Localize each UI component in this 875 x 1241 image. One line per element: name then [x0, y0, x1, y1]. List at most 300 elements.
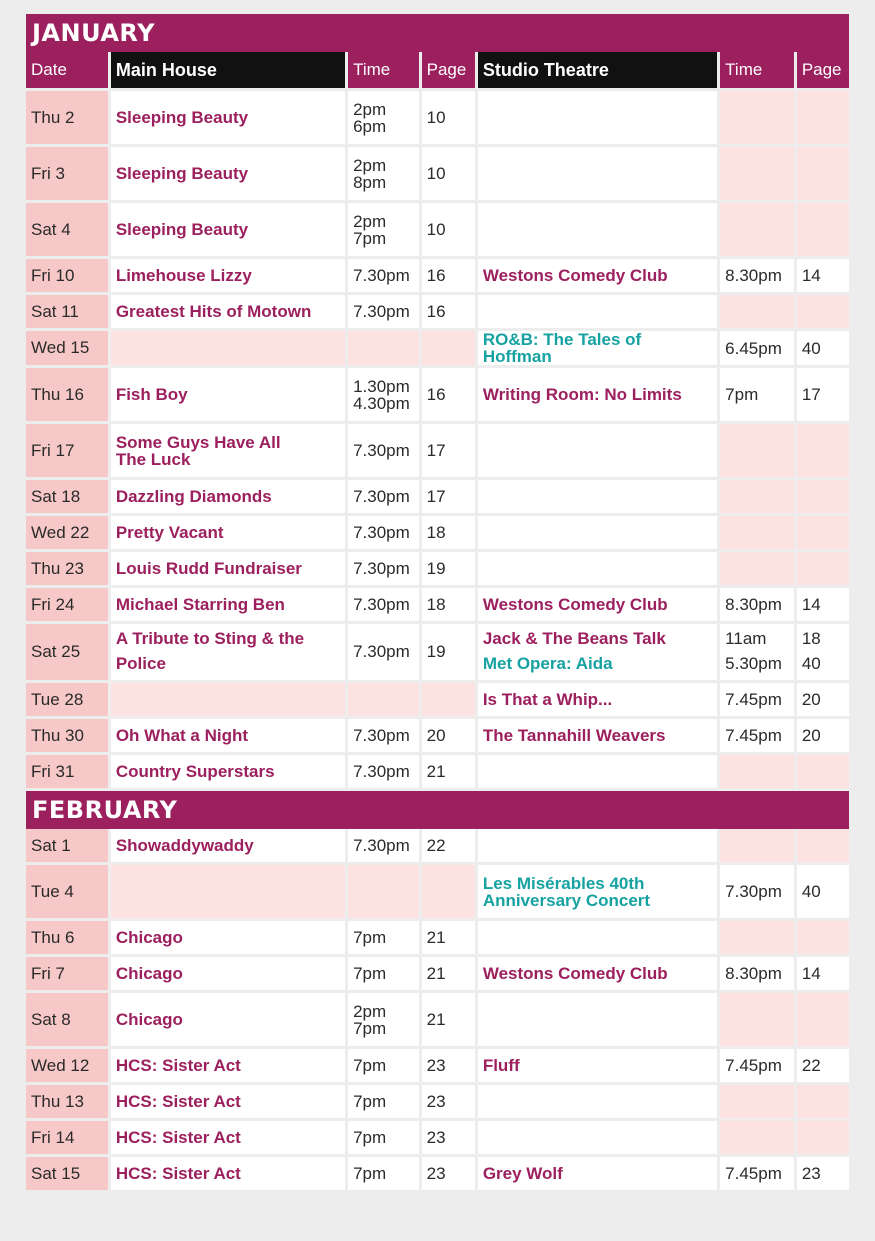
date-cell: Thu 23: [26, 552, 108, 585]
main-time-line: 7pm: [353, 1128, 387, 1147]
studio-time-line: 8.30pm: [725, 964, 782, 983]
main-house-show-line: Oh What a Night: [115, 726, 249, 745]
date-cell: Sat 25: [26, 624, 108, 680]
main-house-show-line: Chicago: [115, 928, 183, 947]
schedule-row: [26, 719, 849, 752]
studio-theatre-show: [478, 683, 717, 716]
main-time-line: 1.30pm: [353, 376, 410, 396]
main-page: [422, 957, 475, 990]
date-cell: Fri 24: [26, 588, 108, 621]
date-cell: Fri 17: [26, 424, 108, 477]
main-house-show: [111, 368, 345, 421]
studio-page: [797, 865, 849, 918]
main-time-line: 6pm: [353, 116, 387, 136]
main-page-line: 17: [426, 487, 446, 506]
main-page: [422, 368, 475, 421]
main-house-show-line: Chicago: [115, 964, 183, 983]
main-time-line: 7.30pm: [353, 762, 410, 781]
month-heading-january: JANUARY: [26, 14, 849, 52]
studio-page: [797, 147, 849, 200]
header-time: Time: [720, 52, 794, 88]
main-page: [422, 624, 475, 680]
date-cell: Sat 18: [26, 480, 108, 513]
studio-time: [720, 719, 794, 752]
main-page: [422, 480, 475, 513]
studio-page-line: 22: [801, 1056, 821, 1075]
studio-page: [797, 203, 849, 256]
studio-theatre-show: [478, 368, 717, 421]
studio-theatre-show-line: Met Opera: Aida: [482, 654, 613, 673]
studio-page: [797, 1049, 849, 1082]
studio-page: [797, 552, 849, 585]
schedule-row: [26, 829, 849, 862]
main-time: [348, 755, 419, 788]
main-page: [422, 552, 475, 585]
main-time-line: 7pm: [353, 228, 387, 248]
schedule-row: [26, 259, 849, 292]
studio-theatre-show-line: Westons Comedy Club: [482, 595, 668, 614]
studio-theatre-show-line: Les Misérables 40th: [482, 873, 645, 893]
studio-time: [720, 147, 794, 200]
main-house-show-line: Greatest Hits of Motown: [115, 302, 312, 321]
date-cell: Thu 13: [26, 1085, 108, 1118]
main-house-show: [111, 624, 345, 680]
main-house-show: [111, 331, 345, 365]
studio-time-line: 6.45pm: [725, 338, 782, 358]
studio-time-line: 7.45pm: [725, 1164, 782, 1183]
main-page: [422, 921, 475, 954]
main-page-line: 18: [426, 523, 446, 542]
studio-page-line: 14: [801, 964, 821, 983]
main-house-show: [111, 91, 345, 144]
schedule-row: [26, 516, 849, 549]
main-page: [422, 1157, 475, 1190]
main-time: [348, 1121, 419, 1154]
studio-theatre-show: [478, 865, 717, 918]
studio-theatre-show: [478, 1157, 717, 1190]
studio-page: [797, 1157, 849, 1190]
date-cell: Sat 1: [26, 829, 108, 862]
date-cell: Sat 4: [26, 203, 108, 256]
main-time: [348, 624, 419, 680]
studio-time-line: 7.45pm: [725, 1056, 782, 1075]
studio-time: [720, 331, 794, 365]
studio-time-line: 7.30pm: [725, 882, 782, 901]
studio-theatre-show: [478, 259, 717, 292]
main-house-show-line: Pretty Vacant: [115, 523, 224, 542]
studio-time: [720, 368, 794, 421]
header-time: Time: [348, 52, 419, 88]
main-time-line: 7pm: [353, 964, 387, 983]
february-table: [23, 826, 852, 1193]
date-cell: Tue 28: [26, 683, 108, 716]
studio-page: [797, 259, 849, 292]
main-house-show-line: Sleeping Beauty: [115, 164, 249, 183]
studio-theatre-show: [478, 295, 717, 328]
main-page: [422, 755, 475, 788]
date-cell: Sat 8: [26, 993, 108, 1046]
studio-time-line: 7.45pm: [725, 726, 782, 745]
studio-time: [720, 683, 794, 716]
main-page: [422, 91, 475, 144]
studio-time: [720, 1121, 794, 1154]
studio-page: [797, 1121, 849, 1154]
studio-theatre-show: [478, 993, 717, 1046]
schedule-row: [26, 1049, 849, 1082]
schedule-row: [26, 921, 849, 954]
main-page: [422, 1085, 475, 1118]
studio-theatre-show-line: Westons Comedy Club: [482, 266, 668, 285]
main-time: [348, 331, 419, 365]
main-page: [422, 865, 475, 918]
main-page-line: 18: [426, 595, 446, 614]
studio-time: [720, 516, 794, 549]
main-house-show: [111, 1085, 345, 1118]
schedule-row: [26, 424, 849, 477]
main-time-line: 7pm: [353, 928, 387, 947]
studio-page: [797, 921, 849, 954]
main-house-show-line: Fish Boy: [115, 385, 188, 404]
studio-theatre-show: [478, 516, 717, 549]
studio-theatre-show: [478, 480, 717, 513]
main-house-show: [111, 719, 345, 752]
date-cell: Wed 12: [26, 1049, 108, 1082]
main-page-line: 21: [426, 964, 446, 983]
main-page: [422, 516, 475, 549]
schedule-row: [26, 480, 849, 513]
main-time: [348, 683, 419, 716]
schedule-sheet: [26, 14, 849, 1193]
main-time: [348, 865, 419, 918]
main-page: [422, 829, 475, 862]
studio-page: [797, 829, 849, 862]
date-cell: Fri 31: [26, 755, 108, 788]
studio-page: [797, 957, 849, 990]
main-house-show-line: HCS: Sister Act: [115, 1128, 241, 1147]
studio-theatre-show: [478, 624, 717, 680]
main-time: [348, 259, 419, 292]
studio-time: [720, 424, 794, 477]
main-house-show: [111, 1121, 345, 1154]
studio-page-line: 14: [801, 266, 821, 285]
main-page-line: 16: [426, 266, 446, 285]
main-page-line: 10: [426, 108, 446, 127]
studio-time: [720, 91, 794, 144]
main-time: [348, 552, 419, 585]
main-page-line: 10: [426, 164, 446, 183]
studio-time: [720, 588, 794, 621]
main-page: [422, 147, 475, 200]
date-cell: Thu 16: [26, 368, 108, 421]
main-house-show-line: Louis Rudd Fundraiser: [115, 559, 302, 578]
main-time-line: 7.30pm: [353, 266, 410, 285]
main-page-line: 19: [426, 641, 446, 661]
schedule-row: [26, 1085, 849, 1118]
main-page-line: 21: [426, 1010, 446, 1029]
main-house-show: [111, 203, 345, 256]
date-cell: Wed 15: [26, 331, 108, 365]
main-time: [348, 424, 419, 477]
studio-theatre-show-line: Fluff: [482, 1056, 520, 1075]
schedule-row: [26, 552, 849, 585]
main-page-line: 23: [426, 1092, 446, 1111]
main-page-line: 17: [426, 441, 446, 460]
schedule-row: [26, 957, 849, 990]
studio-theatre-show: [478, 719, 717, 752]
main-house-show: [111, 921, 345, 954]
date-cell: Fri 14: [26, 1121, 108, 1154]
studio-page: [797, 368, 849, 421]
studio-time-line: 7pm: [725, 385, 759, 404]
schedule-row: [26, 993, 849, 1046]
schedule-row: [26, 588, 849, 621]
header-main-house: Main House: [111, 52, 345, 88]
studio-theatre-show: [478, 1085, 717, 1118]
main-house-show: [111, 480, 345, 513]
studio-time: [720, 259, 794, 292]
studio-page: [797, 295, 849, 328]
main-time: [348, 588, 419, 621]
main-house-show-line: Sleeping Beauty: [115, 108, 249, 127]
main-house-show: [111, 295, 345, 328]
main-time-line: 7pm: [353, 1056, 387, 1075]
main-time-line: 7pm: [353, 1164, 387, 1183]
studio-time: [720, 957, 794, 990]
main-page: [422, 295, 475, 328]
main-house-show: [111, 755, 345, 788]
main-time-line: 7.30pm: [353, 559, 410, 578]
main-time-line: 2pm: [353, 155, 387, 175]
main-time: [348, 1157, 419, 1190]
main-house-show-line: The Luck: [115, 449, 191, 469]
schedule-row: [26, 1121, 849, 1154]
schedule-row: [26, 295, 849, 328]
main-house-show: [111, 516, 345, 549]
main-time: [348, 1049, 419, 1082]
column-header-row: [26, 52, 849, 88]
main-house-show-line: Michael Starring Ben: [115, 595, 285, 614]
main-house-show-line: A Tribute to Sting & the: [115, 629, 305, 649]
studio-time: [720, 552, 794, 585]
schedule-row: [26, 755, 849, 788]
main-page-line: 16: [426, 385, 446, 404]
studio-time-line: 11am: [725, 629, 767, 649]
studio-time: [720, 624, 794, 680]
main-time-line: 8pm: [353, 172, 387, 192]
studio-page-line: 40: [801, 338, 821, 358]
main-page: [422, 719, 475, 752]
studio-theatre-show: [478, 588, 717, 621]
main-time: [348, 516, 419, 549]
main-house-show-line: HCS: Sister Act: [115, 1092, 241, 1111]
studio-time: [720, 829, 794, 862]
main-page: [422, 683, 475, 716]
main-house-show: [111, 147, 345, 200]
studio-theatre-show: [478, 1049, 717, 1082]
main-house-show: [111, 424, 345, 477]
main-time: [348, 719, 419, 752]
main-time-line: 2pm: [353, 211, 387, 231]
schedule-row: [26, 147, 849, 200]
main-house-show-line: Police: [115, 654, 166, 673]
main-time-line: 7.30pm: [353, 595, 410, 614]
studio-theatre-show: [478, 957, 717, 990]
header-page: Page: [422, 52, 475, 88]
month-heading-february: FEBRUARY: [26, 791, 849, 829]
date-cell: Sat 11: [26, 295, 108, 328]
studio-theatre-show: [478, 91, 717, 144]
main-house-show-line: Chicago: [115, 1010, 183, 1029]
schedule-row: [26, 865, 849, 918]
main-time-line: 7.30pm: [353, 726, 410, 745]
main-house-show-line: Sleeping Beauty: [115, 220, 249, 239]
studio-page: [797, 516, 849, 549]
schedule-row: [26, 331, 849, 365]
main-time-line: 4.30pm: [353, 393, 410, 413]
studio-page: [797, 683, 849, 716]
studio-time: [720, 921, 794, 954]
main-page: [422, 1049, 475, 1082]
studio-theatre-show: [478, 755, 717, 788]
schedule-row: [26, 203, 849, 256]
main-house-show: [111, 259, 345, 292]
main-house-show-line: Country Superstars: [115, 762, 275, 781]
main-page-line: 16: [426, 302, 446, 321]
studio-page: [797, 588, 849, 621]
studio-page: [797, 755, 849, 788]
main-time: [348, 829, 419, 862]
schedule-row: [26, 624, 849, 680]
january-table: [23, 49, 852, 791]
main-time: [348, 957, 419, 990]
main-house-show: [111, 683, 345, 716]
studio-page-line: 40: [801, 654, 821, 673]
main-time-line: 7.30pm: [353, 523, 410, 542]
date-cell: Thu 2: [26, 91, 108, 144]
studio-time-line: 5.30pm: [725, 654, 782, 673]
date-cell: Thu 30: [26, 719, 108, 752]
studio-page: [797, 993, 849, 1046]
schedule-row: [26, 683, 849, 716]
main-house-show: [111, 588, 345, 621]
main-page-line: 22: [426, 836, 446, 855]
studio-time: [720, 993, 794, 1046]
main-page: [422, 588, 475, 621]
main-page-line: 23: [426, 1164, 446, 1183]
studio-theatre-show: [478, 331, 717, 365]
studio-time-line: 7.45pm: [725, 690, 782, 709]
main-page: [422, 993, 475, 1046]
studio-page: [797, 331, 849, 365]
main-time: [348, 295, 419, 328]
date-cell: Fri 3: [26, 147, 108, 200]
studio-theatre-show: [478, 147, 717, 200]
main-page-line: 23: [426, 1056, 446, 1075]
studio-time: [720, 755, 794, 788]
main-house-show-line: Limehouse Lizzy: [115, 266, 252, 285]
main-time-line: 7pm: [353, 1018, 387, 1038]
date-cell: Fri 7: [26, 957, 108, 990]
studio-theatre-show: [478, 829, 717, 862]
studio-page: [797, 719, 849, 752]
main-house-show-line: Dazzling Diamonds: [115, 487, 272, 506]
studio-time-line: 8.30pm: [725, 266, 782, 285]
main-time-line: 7.30pm: [353, 487, 410, 506]
main-time: [348, 1085, 419, 1118]
studio-time-line: 8.30pm: [725, 595, 782, 614]
main-page-line: 21: [426, 762, 446, 781]
main-time-line: 7.30pm: [353, 441, 410, 460]
studio-theatre-show: [478, 552, 717, 585]
studio-theatre-show-line: Is That a Whip...: [482, 690, 613, 709]
main-time-line: 7.30pm: [353, 641, 410, 661]
schedule-row: [26, 91, 849, 144]
date-cell: Tue 4: [26, 865, 108, 918]
main-page-line: 21: [426, 928, 446, 947]
main-time-line: 2pm: [353, 1001, 387, 1021]
studio-page: [797, 1085, 849, 1118]
studio-time: [720, 203, 794, 256]
schedule-row: [26, 1157, 849, 1190]
main-page: [422, 259, 475, 292]
studio-page-line: 40: [801, 882, 821, 901]
main-house-show: [111, 1157, 345, 1190]
studio-theatre-show: [478, 921, 717, 954]
studio-theatre-show-line: The Tannahill Weavers: [482, 726, 666, 745]
main-house-show-line: HCS: Sister Act: [115, 1056, 241, 1075]
studio-page: [797, 91, 849, 144]
studio-theatre-show-line: Anniversary Concert: [482, 890, 651, 910]
main-page-line: 20: [426, 726, 446, 745]
studio-page-line: 17: [801, 385, 821, 404]
studio-page-line: 20: [801, 690, 821, 709]
main-house-show: [111, 957, 345, 990]
studio-theatre-show-line: Westons Comedy Club: [482, 964, 668, 983]
date-cell: Wed 22: [26, 516, 108, 549]
studio-theatre-show-line: Writing Room: No Limits: [482, 385, 682, 404]
main-house-show: [111, 865, 345, 918]
studio-theatre-show: [478, 1121, 717, 1154]
studio-theatre-show-line: Jack & The Beans Talk: [482, 629, 666, 649]
main-page: [422, 331, 475, 365]
studio-page-line: 14: [801, 595, 821, 614]
date-cell: Fri 10: [26, 259, 108, 292]
main-page: [422, 424, 475, 477]
studio-time: [720, 295, 794, 328]
header-date: Date: [26, 52, 108, 88]
main-time-line: 7pm: [353, 1092, 387, 1111]
main-page-line: 23: [426, 1128, 446, 1147]
studio-page: [797, 624, 849, 680]
main-time-line: 7.30pm: [353, 836, 410, 855]
main-time: [348, 147, 419, 200]
header-studio-theatre: Studio Theatre: [478, 52, 717, 88]
main-page-line: 19: [426, 559, 446, 578]
date-cell: Sat 15: [26, 1157, 108, 1190]
studio-time: [720, 1157, 794, 1190]
main-time: [348, 921, 419, 954]
header-page: Page: [797, 52, 849, 88]
main-page: [422, 1121, 475, 1154]
main-time: [348, 480, 419, 513]
main-page-line: 10: [426, 220, 446, 239]
studio-theatre-show-line: Grey Wolf: [482, 1164, 563, 1183]
main-house-show: [111, 1049, 345, 1082]
studio-time: [720, 480, 794, 513]
studio-page: [797, 424, 849, 477]
main-house-show-line: HCS: Sister Act: [115, 1164, 241, 1183]
studio-theatre-show: [478, 424, 717, 477]
